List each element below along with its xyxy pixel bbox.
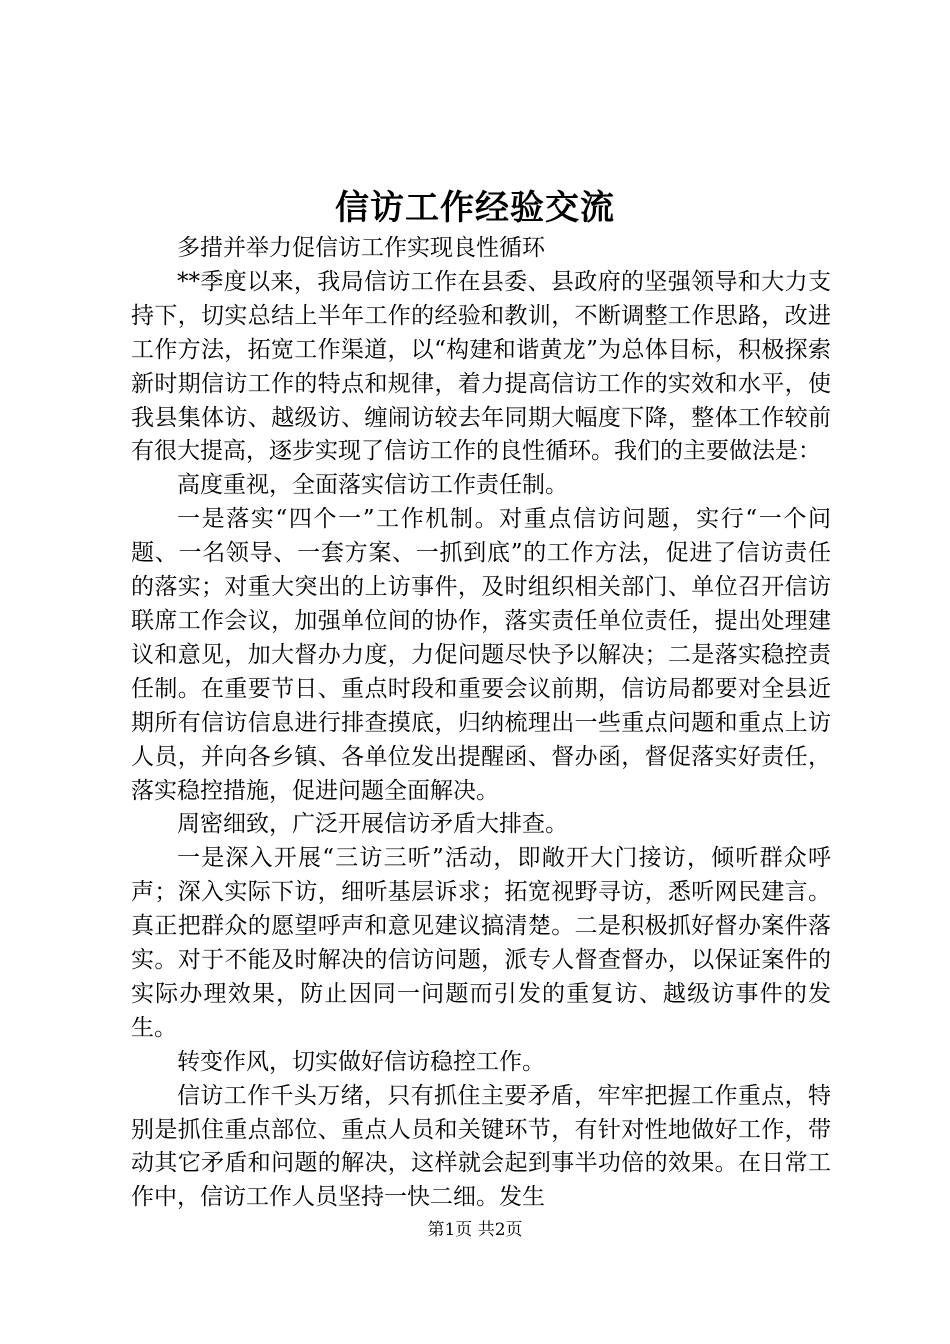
investigation-paragraph: 一是深入开展“三访三听”活动，即敞开大门接访，倾听群众呼声；深入实际下访，细听基层诉求；拓宽视野寻访，悉听网民建言。真正把群众的愿望呼声和意见建议搞清楚。二是积极抓好督办案件落实。对于不能及时解决的信访问题，派专人督查督办，以保证案件的实际办理效果，防止因同一问题而引发的重复访、越级访事件的发生。 [131,845,831,1041]
section-heading-stability: 转变作风，切实做好信访稳控工作。 [177,1048,545,1075]
responsibility-paragraph: 一是落实“四个一”工作机制。对重点信访问题，实行“一个问题、一名领导、一套方案、一抓到底”的工作方法，促进了信访责任的落实；对重大突出的上访事件，及时组织相关部门、单位召开信访联席工作会议，加强单位间的协作，落实责任单位责任，提出处理建议和意见，加大督办力度，力促问题尽快予以解决；二是落实稳控责任制。在重要节日、重点时段和重要会议前期，信访局都要对全县近期所有信访信息进行排查摸底，归纳梳理出一些重点问题和重点上访人员，并向各乡镇、各单位发出提醒函、督办函，督促落实好责任，落实稳控措施，促进问题全面解决。 [131,506,831,804]
document-body [131,232,831,1215]
intro-paragraph: **季度以来，我局信访工作在县委、县政府的坚强领导和大力支持下，切实总结上半年工作的经验和教训，不断调整工作思路，改进工作方法，拓宽工作渠道，以“构建和谐黄龙”为总体目标，积极探索新时期信访工作的特点和规律，着力提高信访工作的实效和水平，使我县集体访、越级访、缠闹访较去年同期大幅度下降，整体工作较前有很大提高，逐步实现了信访工作的良性循环。我们的主要做法是： [131,268,831,465]
subtitle-paragraph: 多措并举力促信访工作实现良性循环 [177,235,545,261]
document-title: 信访工作经验交流 [335,188,615,228]
page-footer: 第1页 共2页 [427,1220,523,1240]
stability-paragraph: 信访工作千头万绪，只有抓住主要矛盾，牢牢把握工作重点，特别是抓住重点部位、重点人员和关键环节，有针对性地做好工作，带动其它矛盾和问题的解决，这样就会起到事半功倍的效果。在日常工作中，信访工作人员坚持一快二细。发生 [131,1082,831,1211]
section-heading-responsibility: 高度重视，全面落实信访工作责任制。 [177,472,568,499]
section-heading-investigation: 周密细致，广泛开展信访矛盾大排查。 [177,811,568,838]
